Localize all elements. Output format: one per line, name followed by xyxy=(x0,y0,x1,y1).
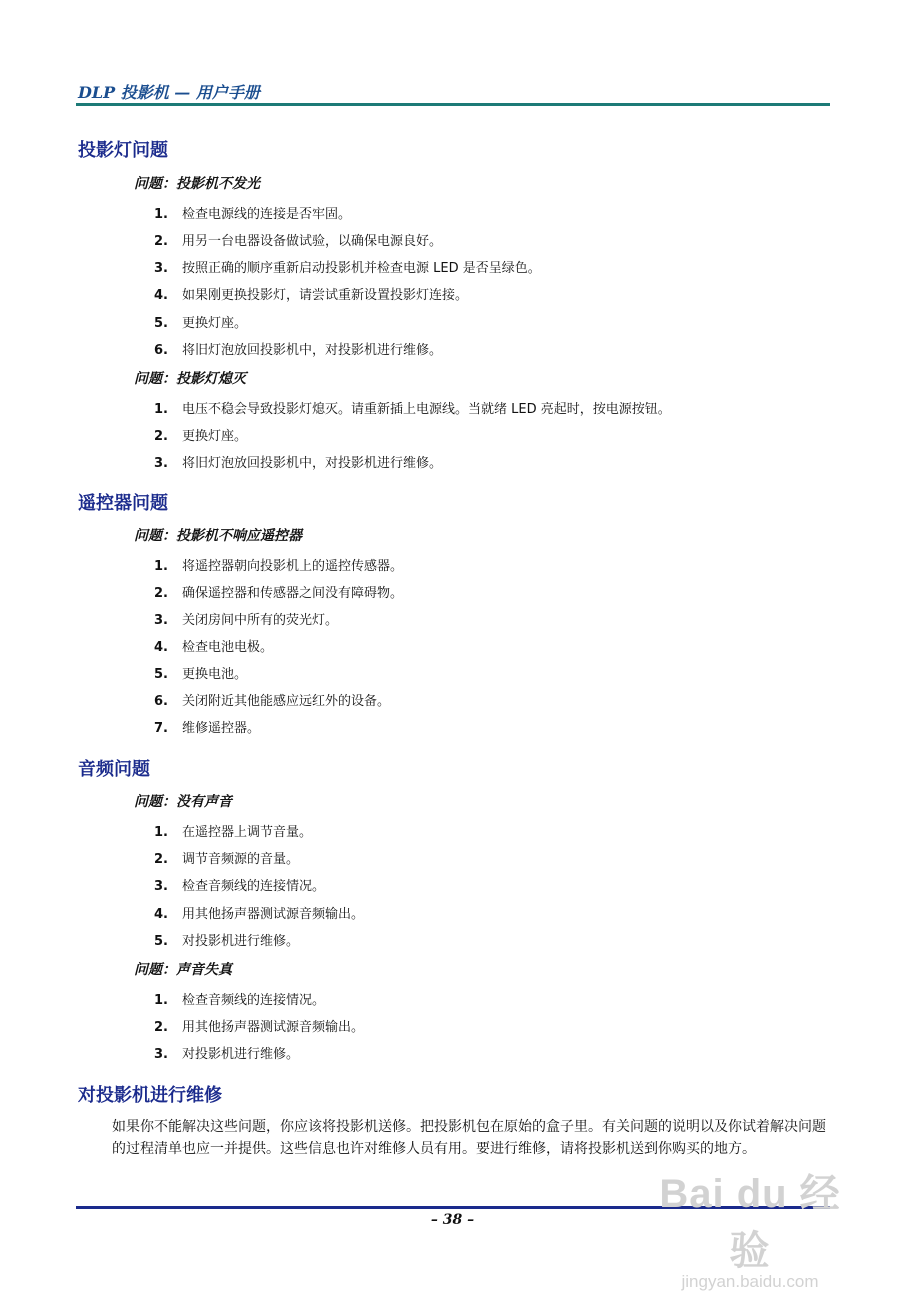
list-number: 5. xyxy=(154,934,168,949)
list-number: 2. xyxy=(154,429,168,444)
list-text: 关闭房间中所有的荧光灯。 xyxy=(182,613,339,628)
list-number: 6. xyxy=(154,694,168,709)
list-text: 将遥控器朝向投影机上的遥控传感器。 xyxy=(182,559,404,574)
list-text: 检查音频线的连接情况。 xyxy=(182,879,326,894)
list-item xyxy=(154,1043,299,1062)
list-item xyxy=(154,690,390,709)
list-item xyxy=(154,636,273,655)
list-number: 4. xyxy=(154,640,168,655)
list-number: 2. xyxy=(154,852,168,867)
list-number: 1. xyxy=(154,207,168,222)
list-text: 维修遥控器。 xyxy=(182,721,261,736)
list-number: 2. xyxy=(154,586,168,601)
section-heading-lamp: 投影灯问题 xyxy=(78,140,168,161)
list-text: 将旧灯泡放回投影机中，对投影机进行维修。 xyxy=(182,343,443,358)
page-number: – 38 – xyxy=(430,1212,475,1228)
list-text: 更换灯座。 xyxy=(182,429,248,444)
list-item xyxy=(154,717,260,736)
list-text: 检查电源线的连接是否牢固。 xyxy=(182,207,352,222)
section-heading-service: 对投影机进行维修 xyxy=(78,1085,222,1106)
list-item xyxy=(154,582,403,601)
list-item xyxy=(154,339,442,358)
list-item xyxy=(154,609,338,628)
list-item xyxy=(154,989,325,1008)
list-number: 1. xyxy=(154,993,168,1008)
list-item xyxy=(154,821,312,840)
watermark-url: jingyan.baidu.com xyxy=(681,1272,819,1291)
list-text: 检查音频线的连接情况。 xyxy=(182,993,326,1008)
problem-heading-no-light: 问题：投影机不发光 xyxy=(134,176,260,192)
list-number: 3. xyxy=(154,456,168,471)
list-text: 如果刚更换投影灯，请尝试重新设置投影灯连接。 xyxy=(182,288,469,303)
watermark-brand: Bai du 经验 xyxy=(659,1172,841,1273)
list-number: 3. xyxy=(154,613,168,628)
list-text: 用其他扬声器测试源音频输出。 xyxy=(182,1020,365,1035)
list-item xyxy=(154,257,541,276)
list-number: 3. xyxy=(154,261,168,276)
problem-heading-remote-unresponsive: 问题：投影机不响应遥控器 xyxy=(134,528,302,544)
list-text: 关闭附近其他能感应远红外的设备。 xyxy=(182,694,391,709)
problem-heading-distorted-sound: 问题：声音失真 xyxy=(134,962,232,978)
list-item xyxy=(154,425,247,444)
list-item xyxy=(154,452,442,471)
page-header-title: DLP 投影机 — 用户手册 xyxy=(78,83,260,102)
list-number: 7. xyxy=(154,721,168,736)
list-item xyxy=(154,284,468,303)
service-paragraph: 如果你不能解决这些问题，你应该将投影机送修。把投影机包在原始的盒子里。有关问题的说明以及你试着解决问题的过程清单也应一并提供。这些信息也许对维修人员有用。要进行维修，请将投影机送到你购买的地方。 xyxy=(112,1119,826,1157)
header-rule xyxy=(76,103,830,106)
list-item xyxy=(154,230,442,249)
list-text: 检查电池电极。 xyxy=(182,640,274,655)
list-item xyxy=(154,398,671,417)
watermark xyxy=(640,1162,860,1292)
list-number: 5. xyxy=(154,667,168,682)
list-number: 2. xyxy=(154,234,168,249)
list-text: 在遥控器上调节音量。 xyxy=(182,825,313,840)
section-heading-remote: 遥控器问题 xyxy=(78,493,168,514)
section-heading-audio: 音频问题 xyxy=(78,759,150,780)
list-text: 调节音频源的音量。 xyxy=(182,852,300,867)
list-item xyxy=(154,312,247,331)
list-item xyxy=(154,930,299,949)
list-item xyxy=(154,848,299,867)
list-number: 4. xyxy=(154,288,168,303)
problem-heading-lamp-off: 问题：投影灯熄灭 xyxy=(134,371,246,387)
list-item xyxy=(154,1016,364,1035)
list-text: 用其他扬声器测试源音频输出。 xyxy=(182,907,365,922)
list-text: 对投影机进行维修。 xyxy=(182,934,300,949)
list-number: 5. xyxy=(154,316,168,331)
list-text: 电压不稳会导致投影灯熄灭。请重新插上电源线。当就绪 LED 亮起时，按电源按钮。 xyxy=(182,402,671,417)
list-number: 4. xyxy=(154,907,168,922)
list-item xyxy=(154,875,325,894)
problem-heading-no-sound: 问题：没有声音 xyxy=(134,794,232,810)
list-number: 1. xyxy=(154,402,168,417)
list-number: 3. xyxy=(154,879,168,894)
list-item xyxy=(154,663,247,682)
list-number: 6. xyxy=(154,343,168,358)
list-text: 用另一台电器设备做试验，以确保电源良好。 xyxy=(182,234,443,249)
list-text: 将旧灯泡放回投影机中，对投影机进行维修。 xyxy=(182,456,443,471)
list-number: 3. xyxy=(154,1047,168,1062)
list-text: 对投影机进行维修。 xyxy=(182,1047,300,1062)
list-number: 1. xyxy=(154,825,168,840)
list-item xyxy=(154,203,351,222)
list-text: 按照正确的顺序重新启动投影机并检查电源 LED 是否呈绿色。 xyxy=(182,261,541,276)
list-number: 1. xyxy=(154,559,168,574)
list-item xyxy=(154,903,364,922)
list-item xyxy=(154,555,403,574)
list-number: 2. xyxy=(154,1020,168,1035)
list-text: 更换电池。 xyxy=(182,667,248,682)
list-text: 确保遥控器和传感器之间没有障碍物。 xyxy=(182,586,404,601)
list-text: 更换灯座。 xyxy=(182,316,248,331)
